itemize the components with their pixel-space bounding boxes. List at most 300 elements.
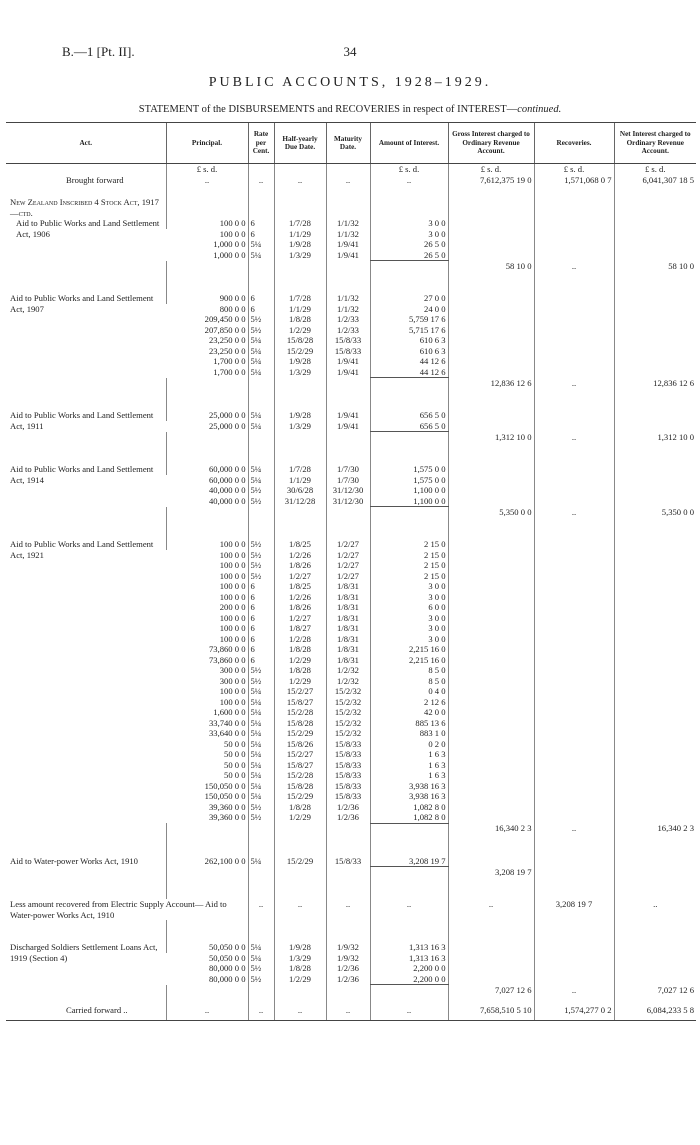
gross-cell bbox=[448, 421, 534, 432]
col-act: Act. bbox=[6, 123, 166, 164]
recoveries-cell bbox=[534, 856, 614, 867]
maturity-cell: 1/8/31 bbox=[326, 592, 370, 603]
amount-cell: 5,759 17 6 bbox=[370, 314, 448, 325]
recoveries-cell bbox=[534, 749, 614, 760]
net-cell bbox=[614, 539, 696, 550]
maturity-cell: 1/9/41 bbox=[326, 250, 370, 261]
interest-table bbox=[6, 122, 696, 1021]
rate-cell: 5¼ bbox=[248, 718, 274, 729]
amount-cell: 5,715 17 6 bbox=[370, 325, 448, 336]
half-yearly-cell: 15/8/28 bbox=[274, 781, 326, 792]
maturity-cell: 15/8/33 bbox=[326, 781, 370, 792]
principal-cell: 100 0 0 bbox=[219, 633, 246, 644]
amount-cell: 3 0 0 bbox=[370, 592, 448, 603]
rate-cell: 6 bbox=[248, 592, 274, 603]
half-yearly-cell: 1/3/29 bbox=[274, 250, 326, 261]
amount-cell: 656 5 0 bbox=[370, 410, 448, 421]
half-yearly-cell: 1/8/28 bbox=[274, 314, 326, 325]
gross-cell bbox=[448, 560, 534, 571]
principal-cell: 1,000 0 0 bbox=[213, 249, 246, 260]
page-title: PUBLIC ACCOUNTS, 1928–1929. bbox=[208, 75, 492, 90]
unit-net: £ s. d. bbox=[614, 164, 696, 175]
half-yearly-cell: 1/1/29 bbox=[274, 475, 326, 486]
gross-cell bbox=[448, 812, 534, 823]
gross-total: 12,836 12 6 bbox=[448, 378, 534, 389]
table-row bbox=[6, 539, 696, 550]
net-cell bbox=[614, 665, 696, 676]
net-total: 58 10 0 bbox=[614, 261, 696, 272]
principal-cell: 73,860 0 0 bbox=[208, 644, 246, 654]
gross-cell bbox=[448, 367, 534, 378]
blank bbox=[6, 432, 166, 443]
blank bbox=[6, 507, 166, 518]
net-cell bbox=[614, 686, 696, 697]
amount-cell: 26 5 0 bbox=[370, 239, 448, 250]
unit-amount: £ s. d. bbox=[370, 164, 448, 175]
gross-cell bbox=[448, 728, 534, 739]
recoveries-cell bbox=[534, 655, 614, 666]
act-name: Aid to Public Works and Land Settlement Act, 1911 bbox=[10, 410, 154, 431]
table-header-row bbox=[6, 123, 696, 164]
principal-cell: 1,700 0 0 bbox=[213, 356, 246, 366]
recoveries-cell bbox=[534, 314, 614, 325]
net-cell bbox=[614, 749, 696, 760]
principal-cell: 50 0 0 bbox=[224, 759, 246, 770]
maturity-cell: 1/2/36 bbox=[326, 974, 370, 985]
less-recovered-row bbox=[6, 899, 696, 920]
net-cell bbox=[614, 856, 696, 867]
principal-cell: 300 0 0 bbox=[219, 675, 246, 686]
gross-cell bbox=[448, 325, 534, 336]
bf-half: .. bbox=[274, 175, 326, 186]
amount-cell: 656 5 0 bbox=[370, 421, 448, 432]
cf-amount: .. bbox=[370, 995, 448, 1020]
amount-cell: 610 6 3 bbox=[370, 335, 448, 346]
gross-cell bbox=[448, 314, 534, 325]
principal-cell: 100 0 0 bbox=[219, 686, 246, 696]
half-yearly-cell: 1/2/29 bbox=[274, 325, 326, 336]
rate-cell: 5¼ bbox=[248, 367, 274, 378]
gross-cell bbox=[448, 304, 534, 315]
recoveries-cell bbox=[534, 367, 614, 378]
half-yearly-cell: 1/2/29 bbox=[274, 812, 326, 823]
unit-gross: £ s. d. bbox=[448, 164, 534, 175]
half-yearly-cell: 15/2/29 bbox=[274, 346, 326, 357]
amount-cell: 1 6 3 bbox=[370, 770, 448, 781]
net-cell bbox=[614, 325, 696, 336]
net-cell bbox=[614, 634, 696, 645]
rate-cell: 5¼ bbox=[248, 335, 274, 346]
bf-principal: .. bbox=[166, 175, 248, 186]
maturity-cell: 1/1/32 bbox=[326, 229, 370, 240]
net-cell bbox=[614, 485, 696, 496]
net-cell bbox=[614, 293, 696, 304]
maturity-cell: 31/12/30 bbox=[326, 485, 370, 496]
lr-amount: .. bbox=[370, 899, 448, 920]
recoveries-cell bbox=[534, 707, 614, 718]
maturity-cell: 1/9/41 bbox=[326, 421, 370, 432]
page-header bbox=[0, 44, 700, 64]
recoveries-cell bbox=[534, 791, 614, 802]
gross-cell bbox=[448, 239, 534, 250]
cf-rate: .. bbox=[248, 995, 274, 1020]
gross-cell bbox=[448, 770, 534, 781]
blank bbox=[6, 378, 166, 389]
rate-cell: 5½ bbox=[248, 539, 274, 550]
net-cell bbox=[614, 728, 696, 739]
net-total: 16,340 2 3 bbox=[614, 823, 696, 834]
blank bbox=[166, 985, 248, 996]
recoveries-cell bbox=[534, 686, 614, 697]
half-yearly-cell: 15/8/27 bbox=[274, 697, 326, 708]
net-cell bbox=[614, 550, 696, 561]
principal-cell: 1,600 0 0 bbox=[213, 707, 246, 717]
rate-cell: 5¼ bbox=[248, 791, 274, 802]
principal-cell: 39,360 0 0 bbox=[208, 801, 246, 812]
recoveries-cell bbox=[534, 963, 614, 974]
net-cell bbox=[614, 239, 696, 250]
amount-cell: 2 15 0 bbox=[370, 571, 448, 582]
recoveries-cell bbox=[534, 410, 614, 421]
less-recovered-label: Less amount recovered from Electric Supply Account— Aid to Water-power Works Act, 1910 bbox=[10, 899, 227, 920]
rate-cell: 6 bbox=[248, 304, 274, 315]
half-yearly-cell: 1/2/27 bbox=[274, 613, 326, 624]
net-cell bbox=[614, 229, 696, 240]
principal-cell: 100 0 0 bbox=[219, 696, 246, 707]
blank bbox=[370, 261, 448, 272]
net-cell bbox=[614, 560, 696, 571]
amount-cell: 2 15 0 bbox=[370, 550, 448, 561]
amount-cell: 44 12 6 bbox=[370, 367, 448, 378]
recoveries-cell bbox=[534, 239, 614, 250]
recoveries-cell bbox=[534, 250, 614, 261]
table-row bbox=[6, 410, 696, 421]
blank bbox=[166, 823, 248, 834]
amount-cell: 8 5 0 bbox=[370, 676, 448, 687]
blank bbox=[248, 867, 274, 878]
recoveries-cell bbox=[534, 644, 614, 655]
recoveries-cell bbox=[534, 739, 614, 750]
lr-rate: .. bbox=[248, 899, 274, 920]
amount-cell: 24 0 0 bbox=[370, 304, 448, 315]
blank bbox=[326, 985, 370, 996]
net-cell bbox=[614, 218, 696, 229]
recoveries-cell bbox=[534, 942, 614, 953]
gross-cell bbox=[448, 802, 534, 813]
units-row bbox=[6, 164, 696, 175]
spacer-row bbox=[6, 388, 696, 410]
amount-cell: 0 4 0 bbox=[370, 686, 448, 697]
group-total-row bbox=[6, 823, 696, 834]
amount-cell: 3 0 0 bbox=[370, 623, 448, 634]
net-cell bbox=[614, 592, 696, 603]
maturity-cell: 1/9/41 bbox=[326, 367, 370, 378]
act-name: Aid to Public Works and Land Settlement Act, 1906 bbox=[16, 218, 160, 239]
rate-cell: 5¼ bbox=[248, 475, 274, 486]
principal-cell: 25,000 0 0 bbox=[166, 410, 248, 421]
amount-cell: 3 0 0 bbox=[370, 634, 448, 645]
rate-cell: 5½ bbox=[248, 802, 274, 813]
half-yearly-cell: 15/2/29 bbox=[274, 728, 326, 739]
net-cell bbox=[614, 770, 696, 781]
maturity-cell: 15/2/32 bbox=[326, 718, 370, 729]
rate-cell: 5½ bbox=[248, 963, 274, 974]
maturity-cell: 1/8/31 bbox=[326, 644, 370, 655]
principal-cell: 23,250 0 0 bbox=[208, 345, 246, 356]
blank bbox=[326, 378, 370, 389]
recoveries-total: .. bbox=[534, 261, 614, 272]
gross-cell bbox=[448, 623, 534, 634]
half-yearly-cell: 1/8/28 bbox=[274, 802, 326, 813]
col-amount: Amount of Interest. bbox=[370, 123, 448, 164]
maturity-cell: 1/2/32 bbox=[326, 676, 370, 687]
rate-cell: 5¼ bbox=[248, 749, 274, 760]
net-cell bbox=[614, 739, 696, 750]
rate-cell: 5¼ bbox=[248, 739, 274, 750]
principal-cell: 50,050 0 0 bbox=[166, 942, 248, 953]
blank bbox=[6, 985, 166, 996]
amount-cell: 3 0 0 bbox=[370, 229, 448, 240]
amount-cell: 1,575 0 0 bbox=[370, 464, 448, 475]
principal-cell: 50,050 0 0 bbox=[208, 952, 246, 963]
col-gross: Gross Interest charged to Ordinary Revenue Account. bbox=[448, 123, 534, 164]
bf-recoveries: 1,571,068 0 7 bbox=[534, 175, 614, 186]
half-yearly-cell: 15/2/29 bbox=[274, 856, 326, 867]
rate-cell: 6 bbox=[248, 218, 274, 229]
blank bbox=[166, 507, 248, 518]
half-yearly-cell: 1/3/29 bbox=[274, 421, 326, 432]
half-yearly-cell: 1/8/28 bbox=[274, 665, 326, 676]
amount-cell: 1 6 3 bbox=[370, 760, 448, 771]
rate-cell: 5¼ bbox=[248, 942, 274, 953]
gross-cell bbox=[448, 707, 534, 718]
principal-cell: 150,050 0 0 bbox=[204, 791, 246, 801]
gross-cell bbox=[448, 613, 534, 624]
recoveries-cell bbox=[534, 550, 614, 561]
rate-cell: 5½ bbox=[248, 571, 274, 582]
recoveries-cell bbox=[534, 325, 614, 336]
maturity-cell: 15/2/32 bbox=[326, 728, 370, 739]
recoveries-cell bbox=[534, 592, 614, 603]
half-yearly-cell: 1/8/28 bbox=[274, 963, 326, 974]
principal-cell: 100 0 0 bbox=[166, 539, 248, 550]
net-cell bbox=[614, 304, 696, 315]
principal-cell: 1,000 0 0 bbox=[213, 239, 246, 249]
maturity-cell: 1/9/41 bbox=[326, 239, 370, 250]
recoveries-cell bbox=[534, 229, 614, 240]
principal-cell: 60,000 0 0 bbox=[208, 474, 246, 485]
gross-cell bbox=[448, 953, 534, 964]
principal-cell: 33,640 0 0 bbox=[208, 728, 246, 738]
maturity-cell: 1/9/41 bbox=[326, 356, 370, 367]
rate-cell: 6 bbox=[248, 613, 274, 624]
carried-forward-label: Carried forward .. bbox=[6, 995, 166, 1020]
gross-cell bbox=[448, 410, 534, 421]
amount-cell: 3,208 19 7 bbox=[370, 856, 448, 867]
table-body bbox=[6, 164, 696, 1021]
amount-cell: 1,575 0 0 bbox=[370, 475, 448, 486]
maturity-cell: 1/2/36 bbox=[326, 802, 370, 813]
act-name: Discharged Soldiers Settlement Loans Act, 1919 (Section 4) bbox=[10, 942, 158, 963]
recoveries-cell bbox=[534, 304, 614, 315]
recoveries-cell bbox=[534, 665, 614, 676]
group-total-row bbox=[6, 507, 696, 518]
half-yearly-cell: 1/2/26 bbox=[274, 592, 326, 603]
blank bbox=[326, 867, 370, 878]
half-yearly-cell: 1/9/28 bbox=[274, 410, 326, 421]
maturity-cell: 1/7/30 bbox=[326, 475, 370, 486]
net-cell bbox=[614, 812, 696, 823]
maturity-cell: 1/2/33 bbox=[326, 325, 370, 336]
principal-cell: 50 0 0 bbox=[224, 770, 246, 780]
net-cell bbox=[614, 613, 696, 624]
maturity-cell: 15/8/33 bbox=[326, 346, 370, 357]
recoveries-cell bbox=[534, 613, 614, 624]
rate-cell: 6 bbox=[248, 634, 274, 645]
page-number: 34 bbox=[343, 44, 357, 59]
gross-cell bbox=[448, 602, 534, 613]
col-half-yearly: Half-yearly Due Date. bbox=[274, 123, 326, 164]
half-yearly-cell: 15/2/28 bbox=[274, 707, 326, 718]
gross-cell bbox=[448, 592, 534, 603]
principal-cell: 100 0 0 bbox=[219, 228, 246, 239]
gross-cell bbox=[448, 676, 534, 687]
maturity-cell: 1/1/32 bbox=[326, 304, 370, 315]
gross-cell bbox=[448, 749, 534, 760]
net-cell bbox=[614, 760, 696, 771]
half-yearly-cell: 15/2/27 bbox=[274, 686, 326, 697]
rate-cell: 5¼ bbox=[248, 356, 274, 367]
half-yearly-cell: 1/8/28 bbox=[274, 644, 326, 655]
principal-cell: 80,000 0 0 bbox=[208, 963, 246, 973]
principal-cell: 100 0 0 bbox=[219, 623, 246, 633]
blank bbox=[166, 261, 248, 272]
principal-cell: 209,450 0 0 bbox=[204, 314, 246, 324]
cf-principal: .. bbox=[166, 995, 248, 1020]
half-yearly-cell: 1/7/28 bbox=[274, 464, 326, 475]
net-total: 7,027 12 6 bbox=[614, 985, 696, 996]
net-cell bbox=[614, 464, 696, 475]
net-cell bbox=[614, 644, 696, 655]
group-total-row bbox=[6, 261, 696, 272]
cf-recoveries: 1,574,277 0 2 bbox=[534, 995, 614, 1020]
maturity-cell: 15/8/33 bbox=[326, 749, 370, 760]
table-row bbox=[6, 293, 696, 304]
blank bbox=[326, 432, 370, 443]
blank bbox=[326, 261, 370, 272]
blank bbox=[166, 378, 248, 389]
amount-cell: 610 6 3 bbox=[370, 346, 448, 357]
rate-cell: 5½ bbox=[248, 496, 274, 507]
amount-cell: 1 6 3 bbox=[370, 749, 448, 760]
rate-cell: 5¼ bbox=[248, 421, 274, 432]
gross-cell bbox=[448, 974, 534, 985]
amount-cell: 3 0 0 bbox=[370, 581, 448, 592]
half-yearly-cell: 1/9/28 bbox=[274, 239, 326, 250]
spacer-row bbox=[6, 920, 696, 942]
report-reference: B.—1 [Pt. II]. bbox=[62, 44, 135, 59]
amount-cell: 3 0 0 bbox=[370, 218, 448, 229]
net-cell bbox=[614, 676, 696, 687]
maturity-cell: 15/8/33 bbox=[326, 739, 370, 750]
gross-total: 1,312 10 0 bbox=[448, 432, 534, 443]
amount-cell: 1,082 8 0 bbox=[370, 802, 448, 813]
table-row bbox=[6, 942, 696, 953]
recoveries-cell bbox=[534, 728, 614, 739]
gross-cell bbox=[448, 229, 534, 240]
gross-cell bbox=[448, 963, 534, 974]
gross-cell bbox=[448, 550, 534, 561]
gross-cell bbox=[448, 496, 534, 507]
recoveries-total: .. bbox=[534, 985, 614, 996]
maturity-cell: 1/2/36 bbox=[326, 812, 370, 823]
net-total: 5,350 0 0 bbox=[614, 507, 696, 518]
amount-cell: 1,313 16 3 bbox=[370, 953, 448, 964]
maturity-cell: 1/2/33 bbox=[326, 314, 370, 325]
blank bbox=[370, 985, 448, 996]
net-cell bbox=[614, 335, 696, 346]
maturity-cell: 1/8/31 bbox=[326, 613, 370, 624]
gross-cell bbox=[448, 644, 534, 655]
col-net: Net Interest charged to Ordinary Revenue Account. bbox=[614, 123, 696, 164]
recoveries-cell bbox=[534, 496, 614, 507]
act-name: Aid to Public Works and Land Settlement Act, 1921 bbox=[10, 539, 154, 560]
rate-cell: 6 bbox=[248, 644, 274, 655]
bf-amount: .. bbox=[370, 175, 448, 186]
recoveries-cell bbox=[534, 770, 614, 781]
principal-cell: 150,050 0 0 bbox=[204, 780, 246, 791]
rate-cell: 5¼ bbox=[248, 697, 274, 708]
gross-cell bbox=[448, 293, 534, 304]
blank bbox=[166, 432, 248, 443]
rate-cell: 5¼ bbox=[248, 686, 274, 697]
gross-cell bbox=[448, 781, 534, 792]
gross-cell bbox=[448, 250, 534, 261]
table-row bbox=[6, 856, 696, 867]
gross-total: 7,027 12 6 bbox=[448, 985, 534, 996]
recoveries-cell bbox=[534, 218, 614, 229]
rate-cell: 5¼ bbox=[248, 250, 274, 261]
spacer-row bbox=[6, 271, 696, 293]
gross-cell bbox=[448, 665, 534, 676]
recoveries-total: .. bbox=[534, 507, 614, 518]
amount-cell: 885 13 6 bbox=[370, 718, 448, 729]
maturity-cell: 15/2/32 bbox=[326, 697, 370, 708]
gross-cell bbox=[448, 942, 534, 953]
gross-total: 5,350 0 0 bbox=[448, 507, 534, 518]
net-cell bbox=[614, 367, 696, 378]
maturity-cell: 1/9/32 bbox=[326, 942, 370, 953]
gross-cell bbox=[448, 760, 534, 771]
principal-cell: 50 0 0 bbox=[224, 738, 246, 749]
net-cell bbox=[614, 791, 696, 802]
half-yearly-cell: 1/2/26 bbox=[274, 550, 326, 561]
maturity-cell: 15/8/33 bbox=[326, 856, 370, 867]
principal-cell: 50 0 0 bbox=[224, 749, 246, 759]
amount-cell: 883 1 0 bbox=[370, 728, 448, 739]
recoveries-cell bbox=[534, 581, 614, 592]
half-yearly-cell: 15/8/28 bbox=[274, 335, 326, 346]
half-yearly-cell: 1/8/25 bbox=[274, 581, 326, 592]
net-total bbox=[614, 867, 696, 878]
amount-cell: 1,100 0 0 bbox=[370, 485, 448, 496]
gross-cell bbox=[448, 739, 534, 750]
rate-cell: 5¼ bbox=[248, 707, 274, 718]
unit-principal: £ s. d. bbox=[166, 164, 248, 175]
bf-rate: .. bbox=[248, 175, 274, 186]
maturity-cell: 1/9/32 bbox=[326, 953, 370, 964]
bf-net: 6,041,307 18 5 bbox=[614, 175, 696, 186]
